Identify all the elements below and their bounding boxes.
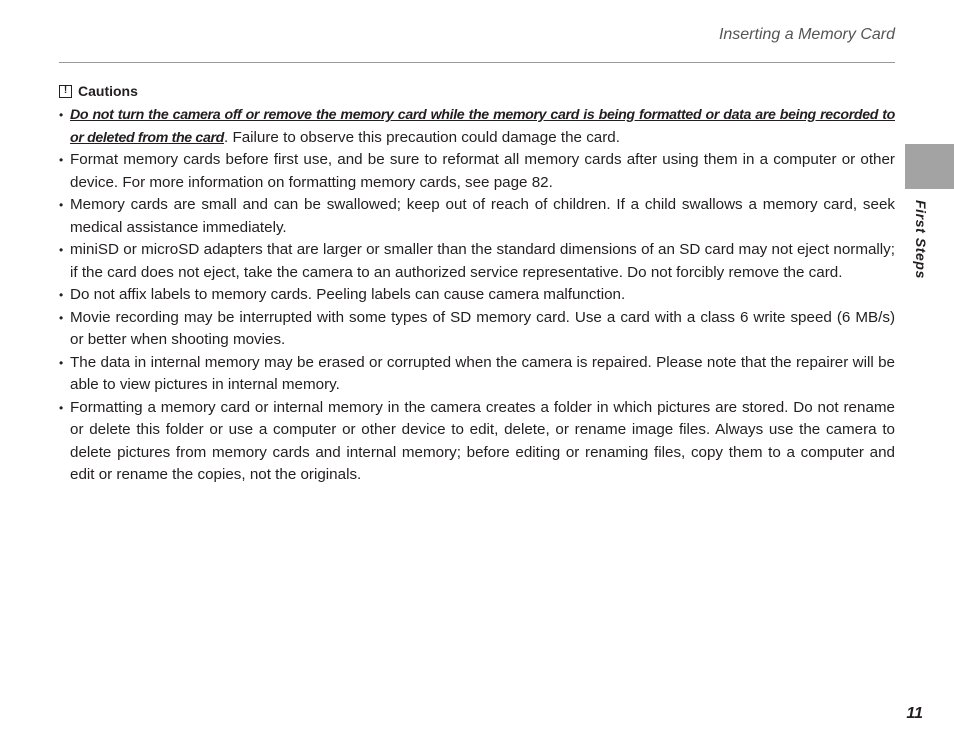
header-divider [59,62,895,63]
caution-item: • Do not affix labels to memory cards. Peeling labels can cause camera malfunction. [59,284,895,307]
page-number: 11 [906,705,923,722]
section-tab-marker [905,144,954,189]
cautions-list [59,104,895,487]
caution-item: • miniSD or microSD adapters that are larger or smaller than the standard dimensions of an SD card may not eject normally; if the card does not eject, take the camera to an authorized service representative. Do not forcibly remove the card. [59,239,895,284]
cautions-heading [59,83,138,99]
caution-item: • Formatting a memory card or internal memory in the camera creates a folder in which pictures are stored. Do not rename or delete this folder or use a computer or other device to edit, delete, or rename image files. Always use the camera to delete pictures from memory cards and internal memory; before editing or renaming files, copy them to a computer and edit or rename the copies, not the originals. [59,397,895,487]
cautions-heading-text: Cautions [78,83,138,99]
caution-item: • Movie recording may be interrupted with some types of SD memory card. Use a card with a class 6 write speed (6 MB/s) or better when shooting movies. [59,307,895,352]
header-title: Inserting a Memory Card [718,26,895,43]
caution-emphasis: Do not turn the camera off or remove the memory card while the memory card is being formatted or data are being recorded to or deleted from the card [70,107,895,146]
caution-icon: ! [59,85,72,98]
caution-item: • The data in internal memory may be erased or corrupted when the camera is repaired. Please note that the repairer will be able to view pictures in internal memory. [59,352,895,397]
caution-item: • Memory cards are small and can be swallowed; keep out of reach of children. If a child swallows a memory card, seek medical assistance immediately. [59,194,895,239]
section-tab-label: First Steps [913,200,929,279]
caution-item [59,104,895,149]
caution-item: • Format memory cards before first use, and be sure to reformat all memory cards after using them in a computer or other device. For more information on formatting memory cards, see page 82. [59,149,895,194]
caution-text: . Failure to observe this precaution could damage the card. [224,128,620,146]
